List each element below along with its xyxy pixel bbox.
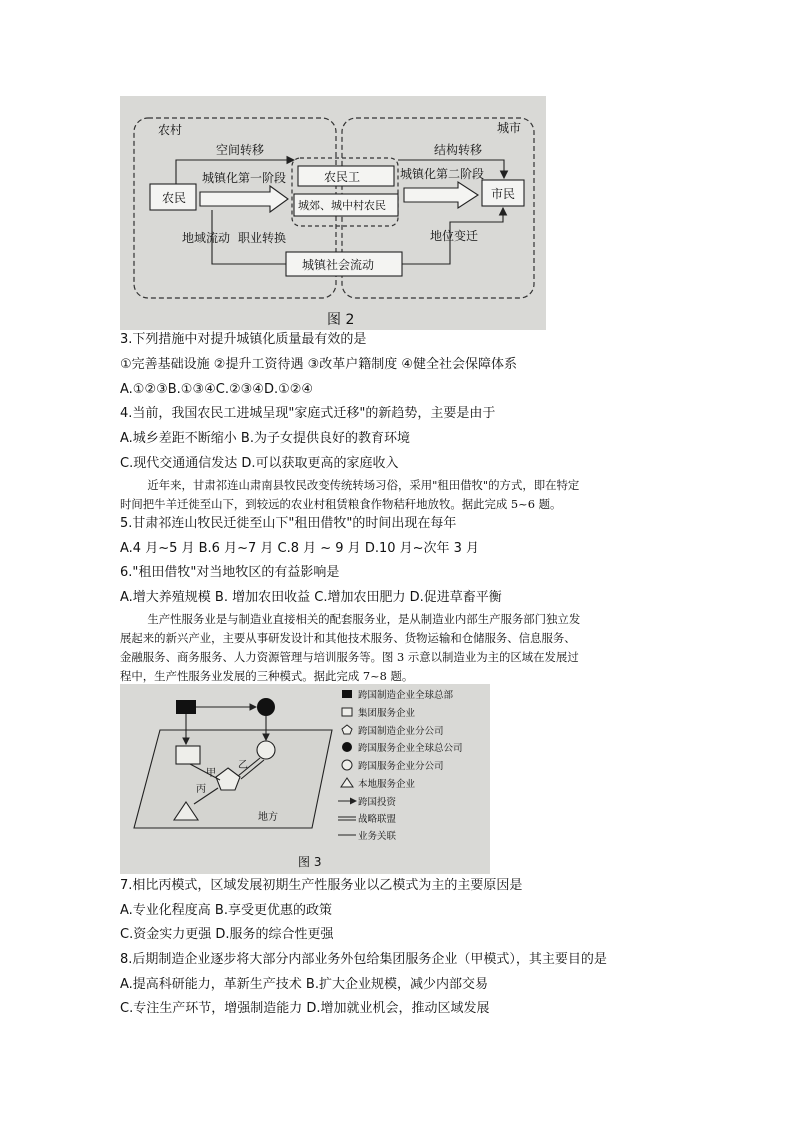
global-manufacturing-hq-marker — [176, 700, 196, 714]
legend-symbol-service-hq — [342, 742, 352, 752]
q6-stem: 6."租田借牧"对当地牧区的有益影响是 — [120, 565, 340, 580]
legend-business: 业务关联 — [358, 831, 397, 842]
farmer-label: 农民 — [162, 191, 187, 205]
legend-alliance: 战略联盟 — [358, 814, 397, 825]
stage2-arrow — [404, 182, 478, 208]
spatial-transfer-label: 空间转移 — [216, 143, 265, 157]
legend-manufacturing-hq: 跨国制造企业全球总部 — [358, 690, 454, 701]
legend-symbol-manufacturing-branch — [342, 725, 352, 734]
q7-options-line1: A.专业化程度高 B.享受更优惠的政策 — [120, 903, 332, 918]
q5-options: A.4 月~5 月 B.6 月~7 月 C.8 月 ~ 9 月 D.10 月~次年 3 月 — [120, 541, 480, 556]
q5-stem: 5.甘肃祁连山牧民迁徙至山下"租田借牧"的时间出现在每年 — [120, 516, 457, 531]
bing-label: 丙 — [196, 784, 206, 795]
figure-3 — [120, 684, 490, 874]
legend-symbol-local-service — [341, 778, 353, 787]
passage-2-line3: 金融服务、商务服务、人力资源管理与培训服务等。图 3 示意以制造业为主的区域在发展过 — [120, 650, 579, 664]
migrant-worker-label: 农民工 — [324, 170, 361, 184]
q3-items: ①完善基础设施 ②提升工资待遇 ③改革户籍制度 ④健全社会保障体系 — [120, 357, 518, 372]
service-branch-marker — [257, 741, 275, 759]
q8-options-line1: A.提高科研能力，革新生产技术 B.扩大企业规模，减少内部交易 — [120, 977, 488, 992]
regional-flow-label: 地域流动 — [182, 231, 231, 245]
status-change-label: 地位变迁 — [430, 229, 479, 243]
global-service-hq-marker — [257, 698, 275, 716]
q8-stem: 8.后期制造企业逐步将大部分内部业务外包给集团服务企业（甲模式），其主要目的是 — [120, 952, 607, 967]
figure-3-caption: 图 3 — [298, 855, 322, 869]
legend-symbol-manufacturing-hq — [342, 690, 352, 698]
passage-2-line2: 展起来的新兴产业，主要从事研发设计和其他技术服务、货物运输和仓储服务、信息服务、 — [120, 631, 576, 645]
yi-label: 乙 — [238, 760, 248, 771]
passage-2 — [120, 610, 680, 686]
figure-2 — [120, 96, 546, 330]
figure-3-diagram — [120, 684, 490, 874]
q7-stem: 7.相比丙模式，区域发展初期生产性服务业以乙模式为主的主要原因是 — [120, 878, 523, 893]
group-service-marker — [176, 746, 200, 764]
q3-options: A.①②③B.①③④C.②③④D.①②④ — [120, 382, 314, 397]
urban-label: 城市 — [497, 121, 522, 135]
q4-options-line2: C.现代交通通信发达 D.可以获取更高的家庭收入 — [120, 456, 399, 471]
q3-stem: 3.下列措施中对提升城镇化质量最有效的是 — [120, 332, 367, 347]
passage-1-line2: 时间把牛羊迁徙至山下，到较远的农业村租赁粮食作物秸秆地放牧。据此完成 5~6 题。 — [120, 497, 562, 511]
occupation-change-label: 职业转换 — [238, 231, 287, 245]
figure-2-caption: 图 2 — [327, 312, 355, 328]
q6-options: A.增大养殖规模 B. 增加农田收益 C.增加农田肥力 D.促进草畜平衡 — [120, 590, 502, 605]
stage2-label: 城镇化第二阶段 — [400, 167, 485, 181]
suburban-farmer-label: 城郊、城中村农民 — [298, 199, 386, 212]
social-mobility-label: 城镇社会流动 — [302, 258, 375, 272]
structural-transfer-label: 结构转移 — [434, 143, 483, 157]
stage1-arrow — [200, 186, 288, 212]
rural-label: 农村 — [158, 123, 183, 137]
q7-options-line2: C.资金实力更强 D.服务的综合性更强 — [120, 927, 334, 942]
legend-group-service: 集团服务企业 — [358, 708, 416, 719]
passage-1-line1: 近年来，甘肃祁连山肃南县牧民改变传统转场习俗，采用"租田借牧"的方式，即在特定 — [147, 478, 580, 492]
legend-symbol-group-service — [342, 708, 352, 716]
legend-investment: 跨国投资 — [358, 797, 397, 808]
legend-service-hq: 跨国服务企业全球总公司 — [358, 743, 463, 754]
q4-stem: 4.当前，我国农民工进城呈现"家庭式迁移"的新趋势，主要是由于 — [120, 406, 496, 421]
q8-options-line2: C.专注生产环节，增强制造能力 D.增加就业机会，推动区域发展 — [120, 1001, 490, 1016]
local-label: 地方 — [258, 812, 278, 823]
passage-2-line1: 生产性服务业是与制造业直接相关的配套服务业，是从制造业内部生产服务部门独立发 — [147, 612, 581, 626]
citizen-label: 市民 — [491, 187, 516, 201]
passage-1 — [120, 476, 680, 514]
jia-label: 甲 — [206, 768, 216, 779]
passage-2-line4: 程中，生产性服务业发展的三种模式。据此完成 7~8 题。 — [120, 669, 414, 683]
figure-2-diagram — [120, 96, 546, 330]
legend-symbol-service-branch — [342, 760, 352, 770]
figure-3-legend — [338, 689, 463, 842]
stage1-label: 城镇化第一阶段 — [202, 171, 287, 185]
legend-service-branch: 跨国服务企业分公司 — [358, 761, 444, 772]
legend-manufacturing-branch: 跨国制造企业分公司 — [358, 726, 444, 737]
q4-options-line1: A.城乡差距不断缩小 B.为子女提供良好的教育环境 — [120, 431, 410, 446]
legend-local-service: 本地服务企业 — [358, 779, 416, 790]
